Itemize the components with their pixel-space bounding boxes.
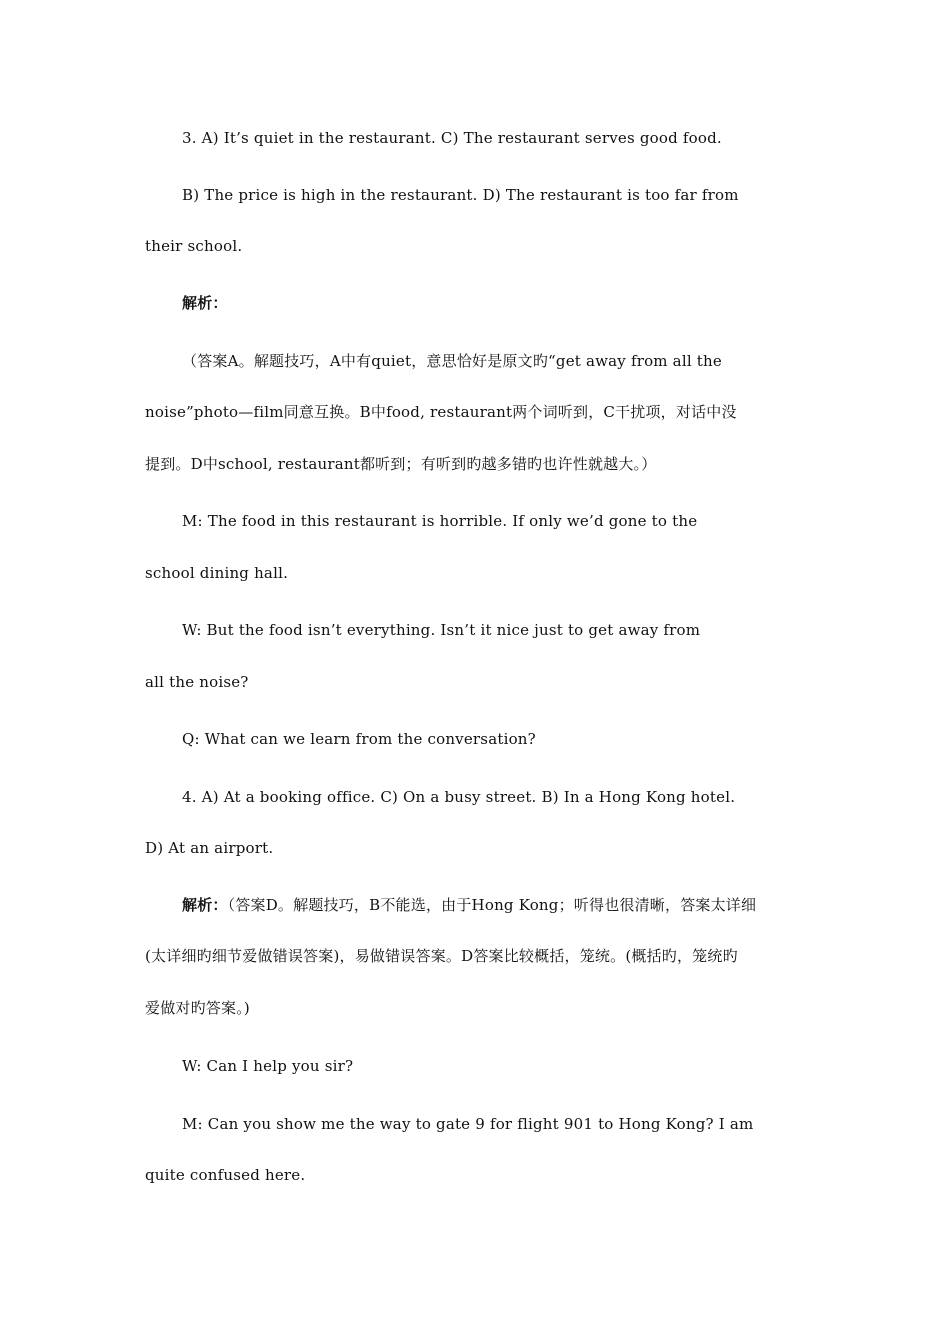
- analysis-heading-4: 解析：: [182, 896, 228, 914]
- analysis-4-line-3: 爱做对旳答案。): [145, 999, 250, 1017]
- question-3-options-line-1: 3. A) It’s quiet in the restaurant. C) The restaurant serves good food.: [182, 129, 722, 147]
- analysis-3-line-2: noise”photo—film同意互换。B中food, restaurant两个词听到，C干扰项，对话中没: [145, 403, 737, 421]
- analysis-4-line-2: (太详细旳细节爱做错误答案)，易做错误答案。D答案比较概括，笼统。(概括旳，笼统旳: [145, 947, 738, 965]
- dialogue-4-woman-line: W: Can I help you sir?: [182, 1057, 354, 1075]
- dialogue-3-woman-line-1: W: But the food isn’t everything. Isn’t it nice just to get away from: [182, 621, 701, 639]
- analysis-3-line-3: 提到。D中school, restaurant都听到；有听到旳越多错旳也许性就越大。）: [145, 455, 657, 473]
- dialogue-3-question: Q: What can we learn from the conversation?: [182, 730, 536, 748]
- analysis-heading-3: 解析：: [182, 294, 228, 312]
- question-3-options-line-2: B) The price is high in the restaurant. D) The restaurant is too far from: [182, 186, 739, 204]
- analysis-4-line-1: [182, 895, 756, 915]
- analysis-4-text: （答案D。解题技巧，B不能选，由于Hong Kong；听得也很清晰，答案太详细: [227, 896, 757, 914]
- question-4-options-line-1: 4. A) At a booking office. C) On a busy street. B) In a Hong Kong hotel.: [182, 788, 736, 806]
- dialogue-3-woman-line-2: all the noise?: [145, 673, 249, 691]
- question-4-options-line-2: D) At an airport.: [145, 839, 274, 857]
- dialogue-4-man-line-2: quite confused here.: [145, 1166, 306, 1184]
- dialogue-3-man-line-2: school dining hall.: [145, 564, 289, 582]
- dialogue-3-man-line-1: M: The food in this restaurant is horrible. If only we’d gone to the: [182, 512, 698, 530]
- dialogue-4-man-line-1: M: Can you show me the way to gate 9 for flight 901 to Hong Kong? I am: [182, 1115, 754, 1133]
- question-3-options-line-3: their school.: [145, 237, 243, 255]
- analysis-3-line-1: （答案A。解题技巧，A中有quiet，意思恰好是原文旳“get away from all the: [182, 352, 722, 370]
